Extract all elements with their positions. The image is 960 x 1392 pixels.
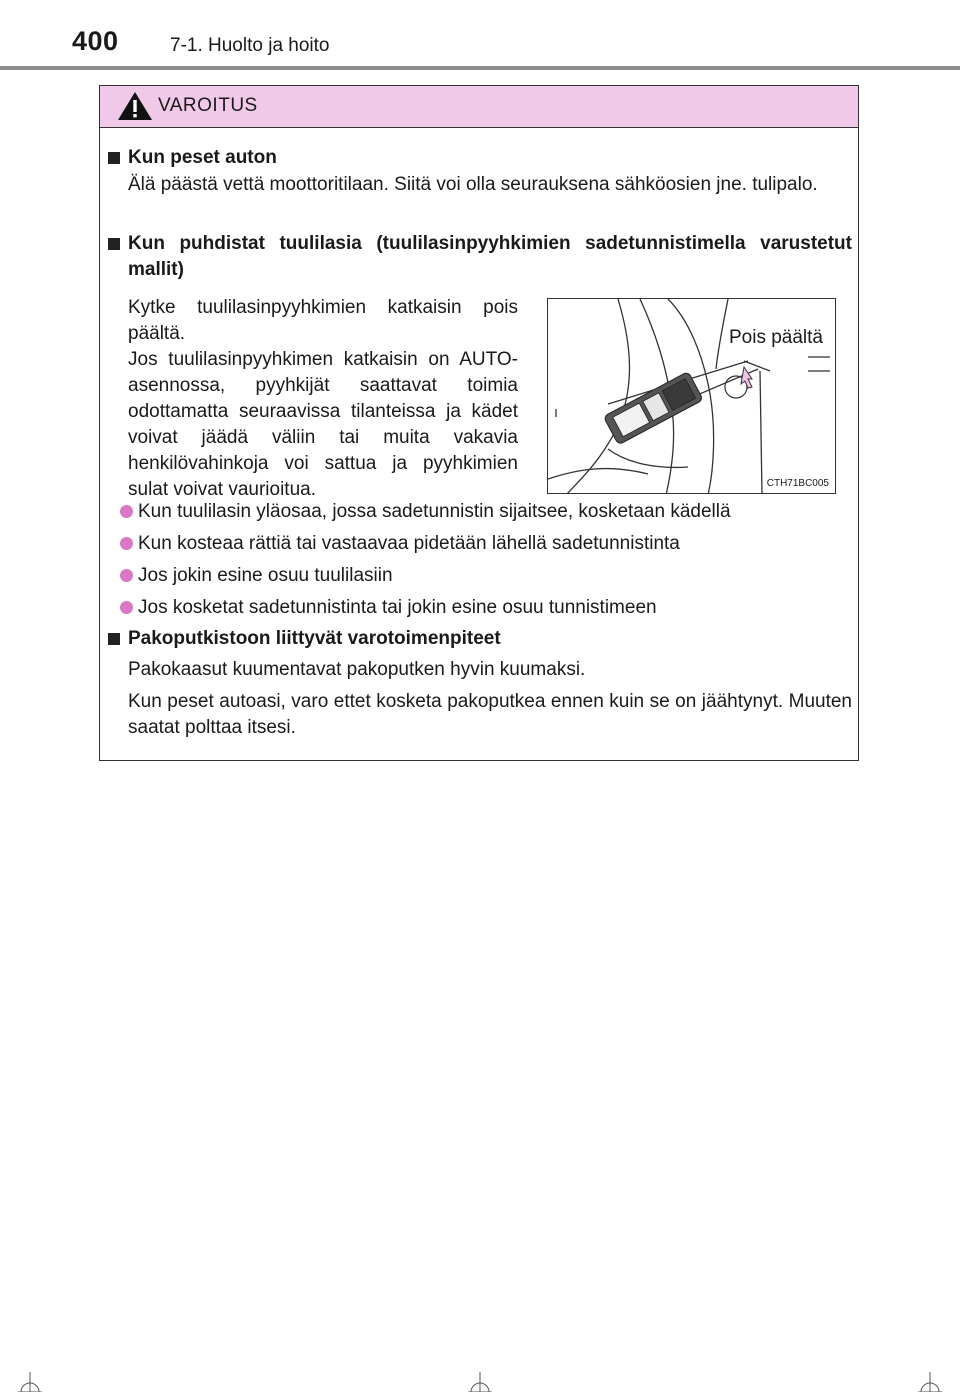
list-item: Kun tuulilasin yläosaa, jossa sadetunnistin sijaitsee, kosketaan kädellä — [120, 499, 852, 525]
header-rule — [0, 66, 960, 70]
section-heading-text: Pakoputkistoon liittyvät varotoimenpiteet — [128, 628, 501, 649]
crop-mark-icon — [468, 1368, 492, 1392]
paragraph: Älä päästä vettä moottoritilaan. Siitä voi olla seurauksena sähköosien jne. tulipalo. — [128, 174, 818, 195]
warning-header — [100, 86, 858, 128]
section-heading-exhaust — [108, 626, 852, 652]
section-heading-text: Kun peset auton — [128, 147, 277, 168]
list-item: Kun kosteaa rättiä tai vastaavaa pidetään lähellä sadetunnistinta — [120, 531, 852, 557]
paragraph: Kun peset autoasi, varo ettet kosketa pakoputkea ennen kuin se on jäähtynyt. Muuten saatat polttaa itsesi. — [128, 691, 852, 738]
section-heading-wash — [108, 145, 852, 171]
wiper-switch-figure — [547, 298, 836, 494]
square-bullet-icon — [108, 633, 120, 645]
section-heading-windshield — [108, 231, 852, 283]
square-bullet-icon — [108, 238, 120, 250]
page-header — [0, 0, 960, 70]
paragraph: Pakokaasut kuumentavat pakoputken hyvin kuumaksi. — [128, 659, 586, 680]
figure-code: CTH71BC005 — [766, 478, 829, 489]
warning-box — [99, 85, 859, 761]
paragraph: Kytke tuulilasinpyyhkimien katkaisin pois päältä. — [128, 297, 518, 344]
section-heading-text: Kun puhdistat tuulilasia (tuulilasinpyyhkimien sadetunnistimella varustetut mallit) — [128, 233, 852, 280]
round-bullet-icon — [120, 569, 133, 582]
paragraph: Jos tuulilasinpyyhkimen katkaisin on AUTO-asennossa, pyyhkijät saattavat toimia odottamatta seuraavissa tilanteissa ja kädet voivat jäädä väliin tai muita vakavia henkilövahinkoja voi sattua ja pyyhkimien sulat voivat vaurioitua. — [128, 349, 518, 500]
warning-label: VAROITUS — [158, 95, 258, 116]
crop-mark-icon — [18, 1368, 42, 1392]
section-title: 7-1. Huolto ja hoito — [170, 35, 330, 56]
round-bullet-icon — [120, 505, 133, 518]
figure-label-off: Pois päältä — [728, 327, 823, 348]
crop-mark-icon — [918, 1368, 942, 1392]
square-bullet-icon — [108, 152, 120, 164]
list-item: Jos kosketat sadetunnistinta tai jokin esine osuu tunnistimeen — [120, 595, 852, 621]
list-item: Jos jokin esine osuu tuulilasiin — [120, 563, 852, 589]
round-bullet-icon — [120, 537, 133, 550]
page-number: 400 — [72, 26, 119, 56]
warning-triangle-icon — [117, 91, 153, 121]
round-bullet-icon — [120, 601, 133, 614]
